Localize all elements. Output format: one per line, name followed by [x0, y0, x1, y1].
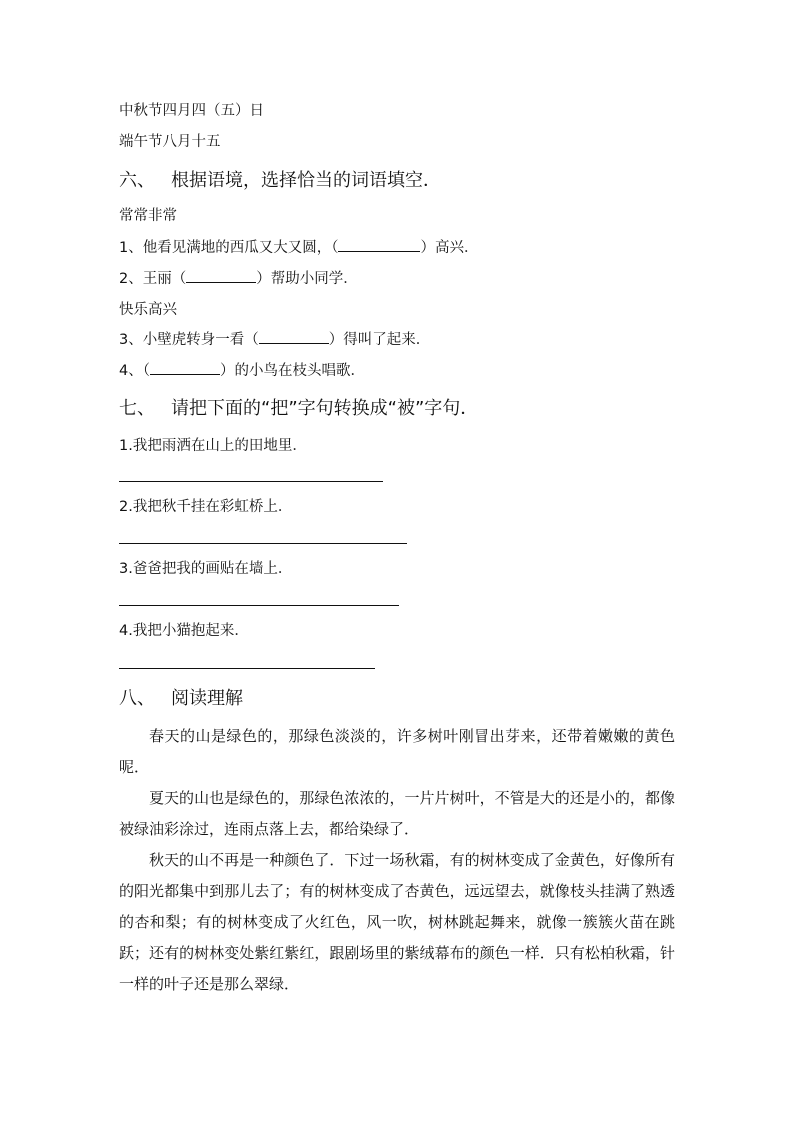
question-4-before: 4、（: [119, 363, 150, 379]
section-8-number: 八、: [119, 688, 155, 709]
sentence-item-1: 1.我把雨洒在山上的田地里．: [119, 438, 307, 454]
sentence-item-3: 3.爸爸把我的画贴在墙上．: [119, 561, 293, 577]
section-7-number: 七、: [119, 398, 155, 419]
word-choices-2: 快乐高兴: [119, 302, 177, 318]
answer-line-3[interactable]: [119, 605, 399, 606]
section-7-title: 请把下面的“把”字句转换成“被”字句．: [171, 398, 479, 419]
reading-paragraph-spring: 春天的山是绿色的，那绿色淡淡的，许多树叶刚冒出芽来，还带着嫩嫩的黄色呢．: [119, 727, 675, 776]
answer-line-4[interactable]: [119, 668, 375, 669]
question-4: [119, 361, 365, 381]
fill-blank-1[interactable]: [338, 239, 420, 252]
sentence-item-2: 2.我把秋千挂在彩虹桥上．: [119, 499, 293, 515]
section-6-heading: [119, 169, 441, 193]
reading-paragraph-autumn: 秋天的山不再是一种颜色了．下过一场秋霜，有的树林变成了金黄色，好像所有的阳光都集中到那儿去了；有的树林变成了杏黄色，远远望去，就像枝头挂满了熟透的杏和梨；有的树林变成了火红色，风一吹，树林跳起舞来，就像一簇簇火苗在跳跃；还有的树林变处紫红紫红，跟剧场里的紫绒幕布的颜色一样．只有松柏秋霜，针一样的叶子还是那么翠绿．: [119, 851, 675, 993]
answer-line-1[interactable]: [119, 481, 383, 482]
section-6-title: 根据语境，选择恰当的词语填空．: [171, 170, 441, 191]
question-2-after: ）帮助小同学．: [256, 271, 358, 287]
section-6-number: 六、: [119, 170, 155, 191]
question-1: [119, 238, 478, 258]
question-3-before: 3、小壁虎转身一看（: [119, 332, 259, 348]
section-7-heading: [119, 397, 478, 421]
question-1-before: 1、他看见满地的西瓜又大又圆，（: [119, 240, 339, 256]
answer-line-2[interactable]: [119, 543, 407, 544]
sentence-item-4: 4.我把小猫抱起来．: [119, 623, 249, 639]
fill-blank-2[interactable]: [186, 270, 256, 283]
fill-blank-3[interactable]: [259, 331, 329, 344]
fill-blank-4[interactable]: [150, 362, 220, 375]
holiday-line-2: 端午节八月十五: [119, 134, 221, 150]
question-1-after: ）高兴．: [420, 240, 479, 256]
question-4-after: ）的小鸟在枝头唱歌．: [219, 363, 365, 379]
question-2: [119, 269, 358, 289]
question-3: [119, 330, 430, 350]
holiday-line-1: 中秋节四月四（五）日: [119, 103, 264, 119]
reading-paragraph-summer: 夏天的山也是绿色的，那绿色浓浓的，一片片树叶，不管是大的还是小的，都像被绿油彩涂过，连雨点落上去，都给染绿了．: [119, 789, 675, 838]
question-3-after: ）得叫了起来．: [328, 332, 431, 348]
section-8-title: 阅读理解: [171, 688, 243, 709]
question-2-before: 2、王丽（: [119, 271, 187, 287]
word-choices-1: 常常非常: [119, 208, 177, 224]
section-8-heading: [119, 687, 243, 711]
